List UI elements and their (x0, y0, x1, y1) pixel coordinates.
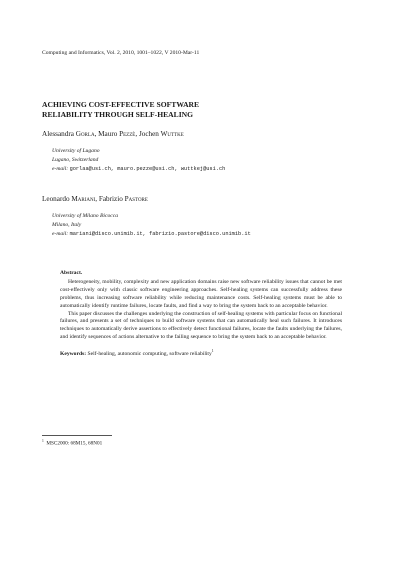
affiliation-line: Lugano, Switzerland (52, 157, 99, 163)
footnote-rule (42, 435, 112, 436)
keywords: Keywords: Self-healing, autonomic computing, software reliability$^1$ (60, 349, 214, 358)
author-list-1: Alessandra Gorla, Mauro Pezzè, Jochen Wuttke (42, 130, 184, 138)
affiliation-1 (52, 147, 225, 174)
author-name: Jochen Wuttke (138, 130, 184, 138)
author-name: Leonardo Mariani (42, 195, 96, 203)
abstract (60, 270, 342, 359)
affiliation-2 (52, 212, 251, 239)
paper-title (42, 100, 199, 120)
abstract-heading: Abstract. (60, 270, 83, 276)
author-name: Alessandra Gorla (42, 130, 95, 138)
author-name: Fabrizio Pastore (98, 195, 148, 203)
footnote: $^1$ MSC2000: 68M15, 68N01 (42, 439, 103, 447)
title-line-1: ACHIEVING COST-EFFECTIVE SOFTWARE (42, 100, 200, 109)
email-line: e-mail: gorlaa@usi.ch, mauro.pezze@usi.ch, wuttkej@usi.ch (52, 166, 226, 172)
author-name: Mauro Pezzè (98, 130, 136, 138)
abstract-paragraph-1: Heterogeneity, mobility, complexity and new application domains raise new software reliability issues that cannot be met cost-effectively only with classic software engineering approaches. Self-healing systems can successfully address these problems, thus increasing software reliability while reducing maintenance costs. Self-healing systems must be able to automatically identify runtime failures, locate faults, and find a way to bring the system back to an acceptable behavior. (60, 278, 342, 309)
affiliation-line: Milano, Italy (52, 222, 82, 228)
affiliation-line: University of Lugano (52, 148, 100, 154)
author-list-2: Leonardo Mariani, Fabrizio Pastore (42, 195, 148, 203)
running-head: Computing and Informatics, Vol. 2, 2010, 1001–1022, V 2010-Mar-11 (42, 50, 200, 56)
affiliation-line: University of Milano Bicocca (52, 213, 119, 219)
abstract-paragraph-2: This paper discusses the challenges underlying the construction of self-healing systems with particular focus on functional failures, and presents a set of techniques to build software systems that can automatically heal such failures. It introduces techniques to automatically derive assertions to effectively detect functional failures, locate the faults underlying the failures, and identify sequences of actions alternative to the failing sequence to bring the system back to an acceptable behavior. (60, 310, 342, 341)
title-line-2: RELIABILITY THROUGH SELF-HEALING (42, 110, 194, 119)
email-line: e-mail: mariani@disco.unimib.it, fabrizio.pastore@disco.unimib.it (52, 231, 251, 237)
